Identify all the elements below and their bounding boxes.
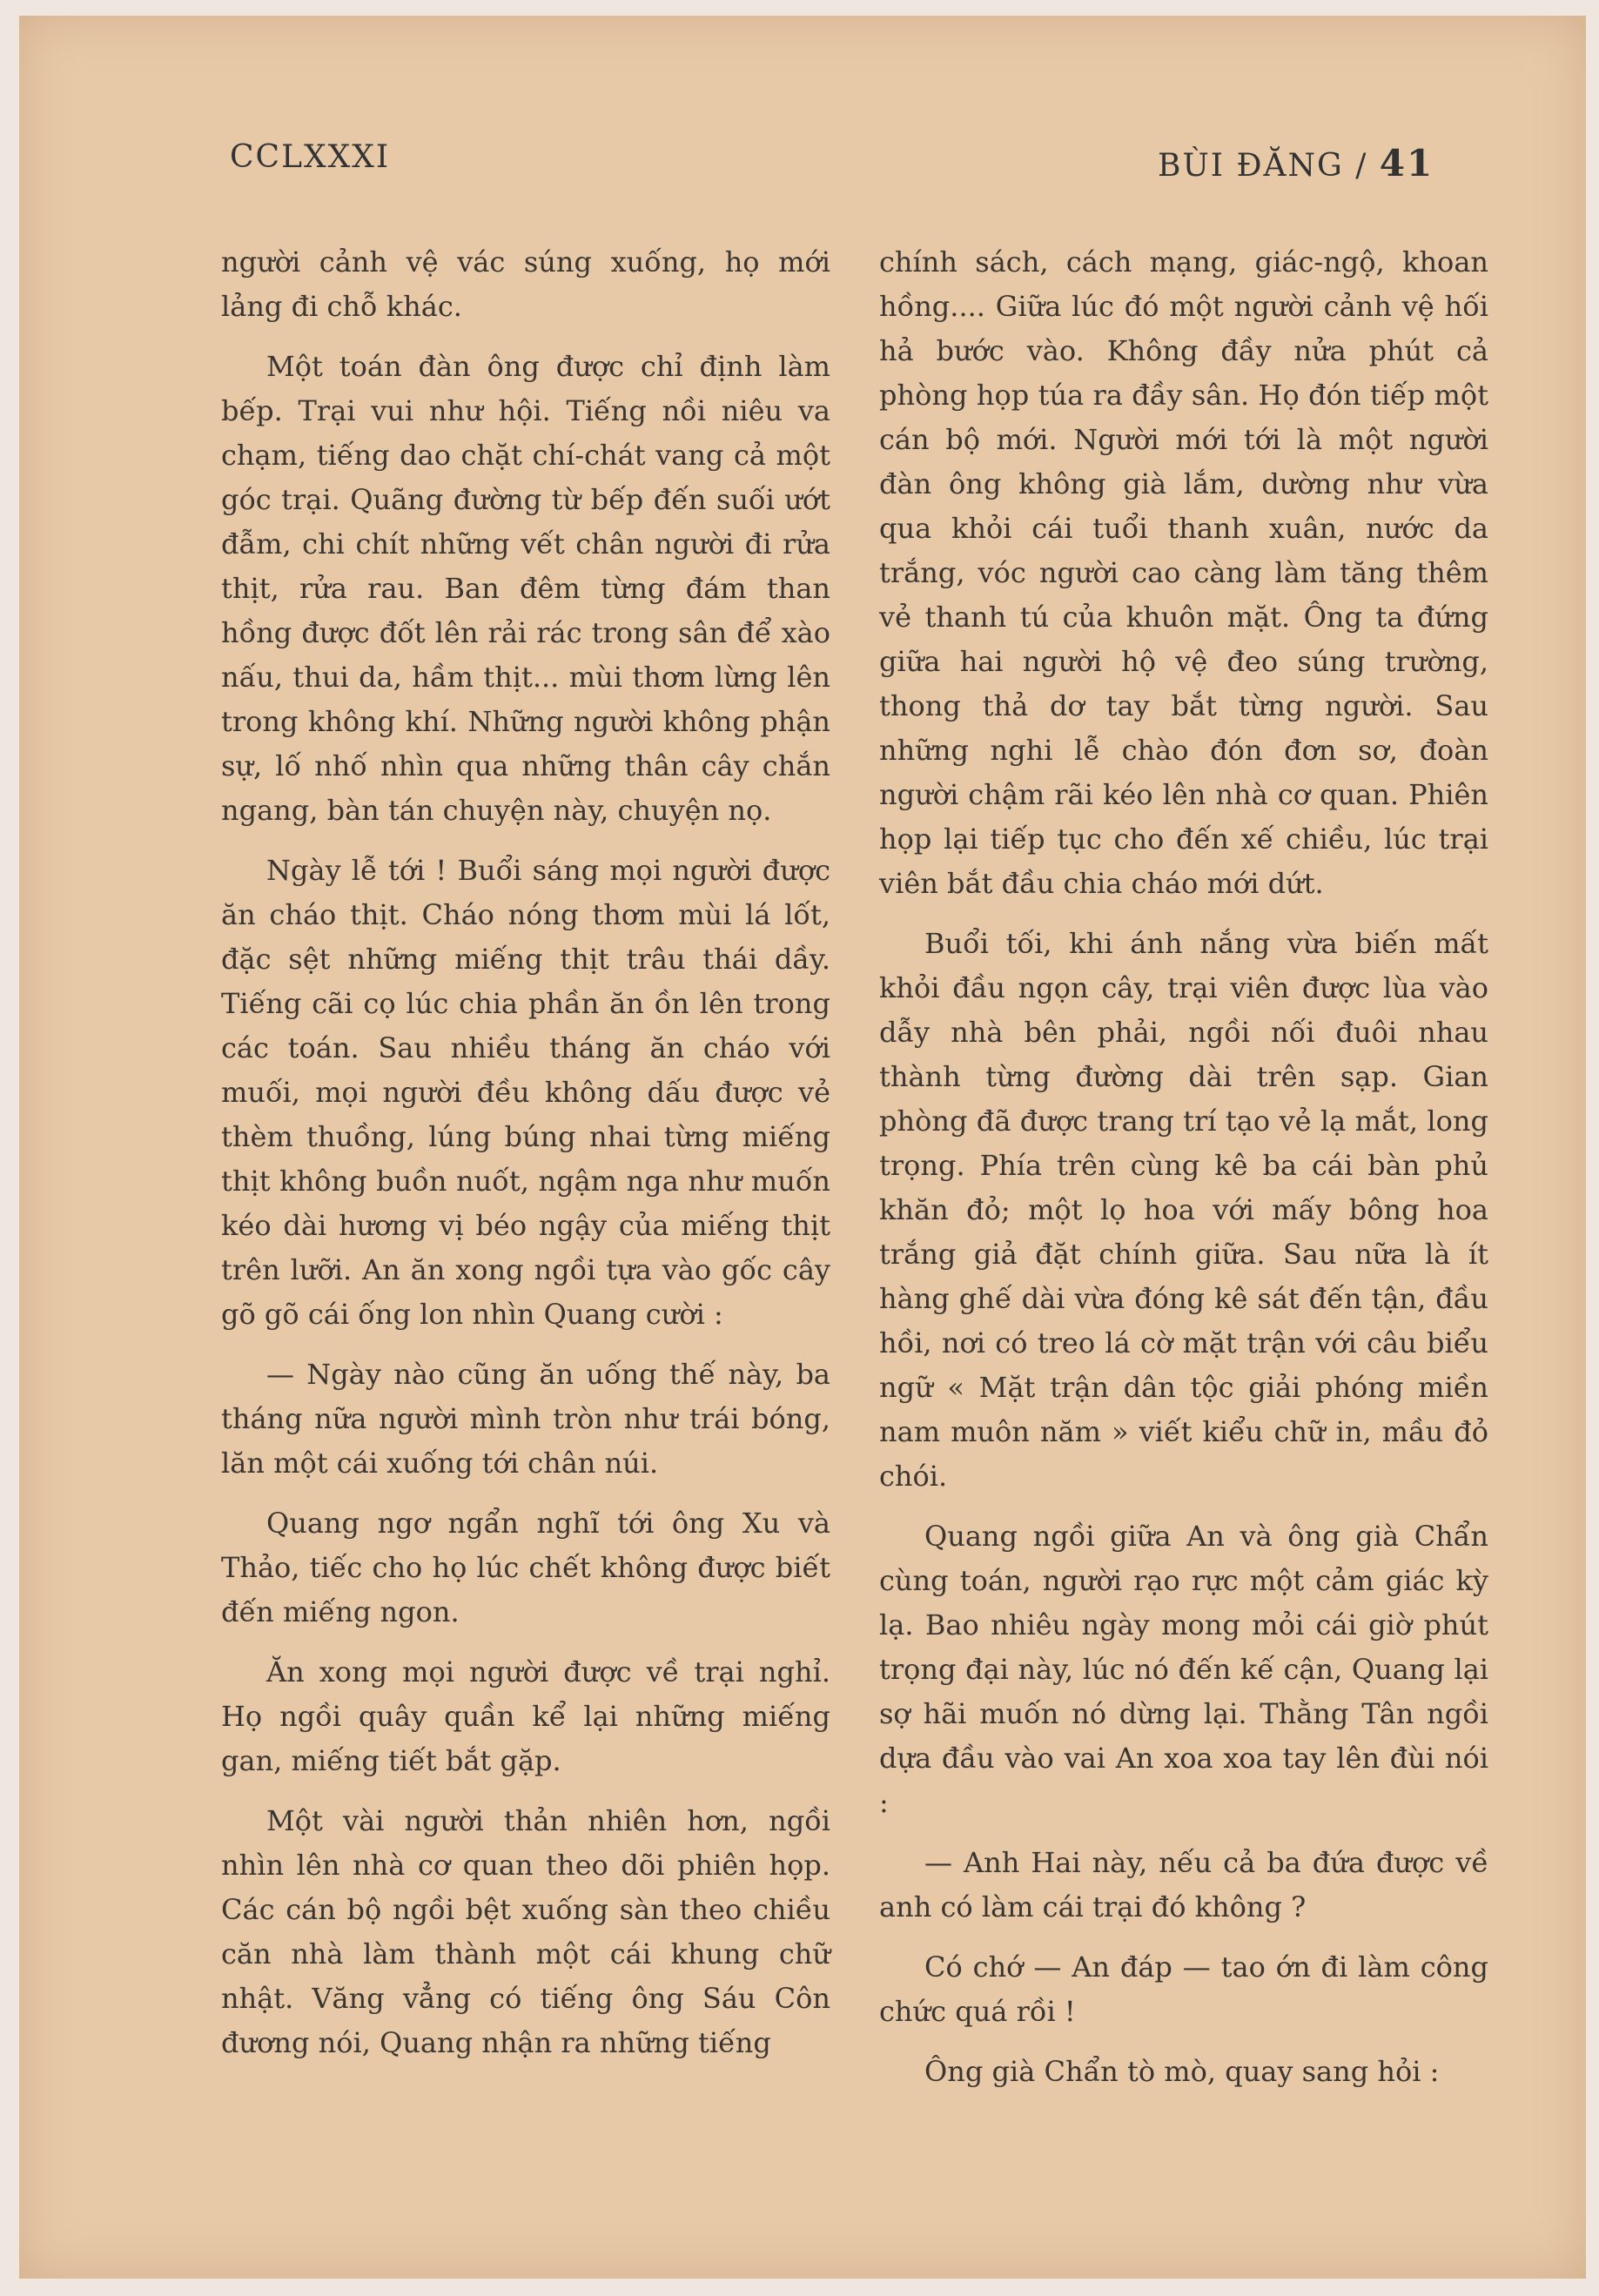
paragraph: Buổi tối, khi ánh nắng vừa biến mất khỏi đầu ngọn cây, trại viên được lùa vào dẫy nhà bên phải, ngồi nối đuôi nhau thành từng đường dài trên sạp. Gian phòng đã được trang trí tạo vẻ lạ mắt, long trọng. Phía trên cùng kê ba cái bàn phủ khăn đỏ; một lọ hoa với mấy bông hoa trắng giả đặt chính giữa. Sau nữa là ít hàng ghế dài vừa đóng kê sát đến tận, đầu hồi, nơi có treo lá cờ mặt trận với câu biểu ngữ « Mặt trận dân tộc giải phóng miền nam muôn năm » viết kiểu chữ in, mầu đỏ chói. (879, 927, 1488, 1493)
paragraph: Một vài người thản nhiên hơn, ngồi nhìn lên nhà cơ quan theo dõi phiên họp. Các cán bộ ngồi bệt xuống sàn theo chiều căn nhà làm thành một cái khung chữ nhật. Văng vẳng có tiếng ông Sáu Côn đương nói, Quang nhận ra những tiếng (221, 1804, 830, 2059)
paragraph: Quang ngồi giữa An và ông già Chẩn cùng toán, người rạo rực một cảm giác kỳ lạ. Bao nhiêu ngày mong mỏi cái giờ phút trọng đại này, lúc nó đến kế cận, Quang lại sợ hãi muốn nó dừng lại. Thằng Tân ngồi dựa đầu vào vai An xoa xoa tay lên đùi nói : (879, 1520, 1488, 1819)
page-sheet (19, 16, 1586, 2279)
paragraph: Quang ngơ ngẩn nghĩ tới ông Xu và Thảo, tiếc cho họ lúc chết không được biết đến miếng ngon. (221, 1507, 830, 1628)
author-name: BÙI ĐĂNG / (1158, 148, 1368, 184)
paragraph: người cảnh vệ vác súng xuống, họ mới lảng đi chỗ khác. (221, 245, 830, 323)
paragraph: Một toán đàn ông được chỉ định làm bếp. Trại vui như hội. Tiếng nồi niêu va chạm, tiếng dao chặt chí-chát vang cả một góc trại. Quãng đường từ bếp đến suối ướt đẫm, chi chít những vết chân người đi rửa thịt, rửa rau. Ban đêm từng đám than hồng được đốt lên rải rác trong sân để xào nấu, thui da, hầm thịt... mùi thơm lừng lên trong không khí. Những người không phận sự, lố nhố nhìn qua những thân cây chắn ngang, bàn tán chuyện này, chuyện nọ. (221, 350, 830, 827)
paragraph: Ông già Chẩn tò mò, quay sang hỏi : (924, 2055, 1440, 2088)
paragraph: Ăn xong mọi người được về trại nghỉ. Họ ngồi quây quần kể lại những miếng gan, miếng tiết bắt gặp. (221, 1655, 830, 1777)
right-column (879, 240, 1488, 2110)
chapter-number: CCLXXXI (230, 139, 391, 175)
running-header (1158, 142, 1434, 185)
paragraph: Ngày lễ tới ! Buổi sáng mọi người được ăn cháo thịt. Cháo nóng thơm mùi lá lốt, đặc sệt những miếng thịt trâu thái dầy. Tiếng cãi cọ lúc chia phần ăn ồn lên trong các toán. Sau nhiều tháng ăn cháo với muối, mọi người đều không dấu được vẻ thèm thuồng, lúng búng nhai từng miếng thịt không buồn nuốt, ngậm nga như muốn kéo dài hương vị béo ngậy của miếng thịt trên lưỡi. An ăn xong ngồi tựa vào gốc cây gõ gõ cái ống lon nhìn Quang cười : (221, 854, 830, 1331)
paragraph: — Ngày nào cũng ăn uống thế này, ba tháng nữa người mình tròn như trái bóng, lăn một cái xuống tới chân núi. (221, 1358, 830, 1480)
paragraph: Có chớ — An đáp — tao ớn đi làm công chức quá rồi ! (879, 1950, 1488, 2028)
left-column (221, 240, 830, 2081)
page-number: 41 (1379, 142, 1434, 185)
paragraph: — Anh Hai này, nếu cả ba đứa được về anh có làm cái trại đó không ? (879, 1846, 1488, 1923)
paragraph: chính sách, cách mạng, giác-ngộ, khoan hồng.... Giữa lúc đó một người cảnh vệ hối hả bước vào. Không đầy nửa phút cả phòng họp túa ra đầy sân. Họ đón tiếp một cán bộ mới. Người mới tới là một người đàn ông không già lắm, dường như vừa qua khỏi cái tuổi thanh xuân, nước da trắng, vóc người cao càng làm tăng thêm vẻ thanh tú của khuôn mặt. Ông ta đứng giữa hai người hộ vệ đeo súng trường, thong thả dơ tay bắt từng người. Sau những nghi lễ chào đón đơn sơ, đoàn người chậm rãi kéo lên nhà cơ quan. Phiên họp lại tiếp tục cho đến xế chiều, lúc trại viên bắt đầu chia cháo mới dứt. (879, 245, 1488, 900)
